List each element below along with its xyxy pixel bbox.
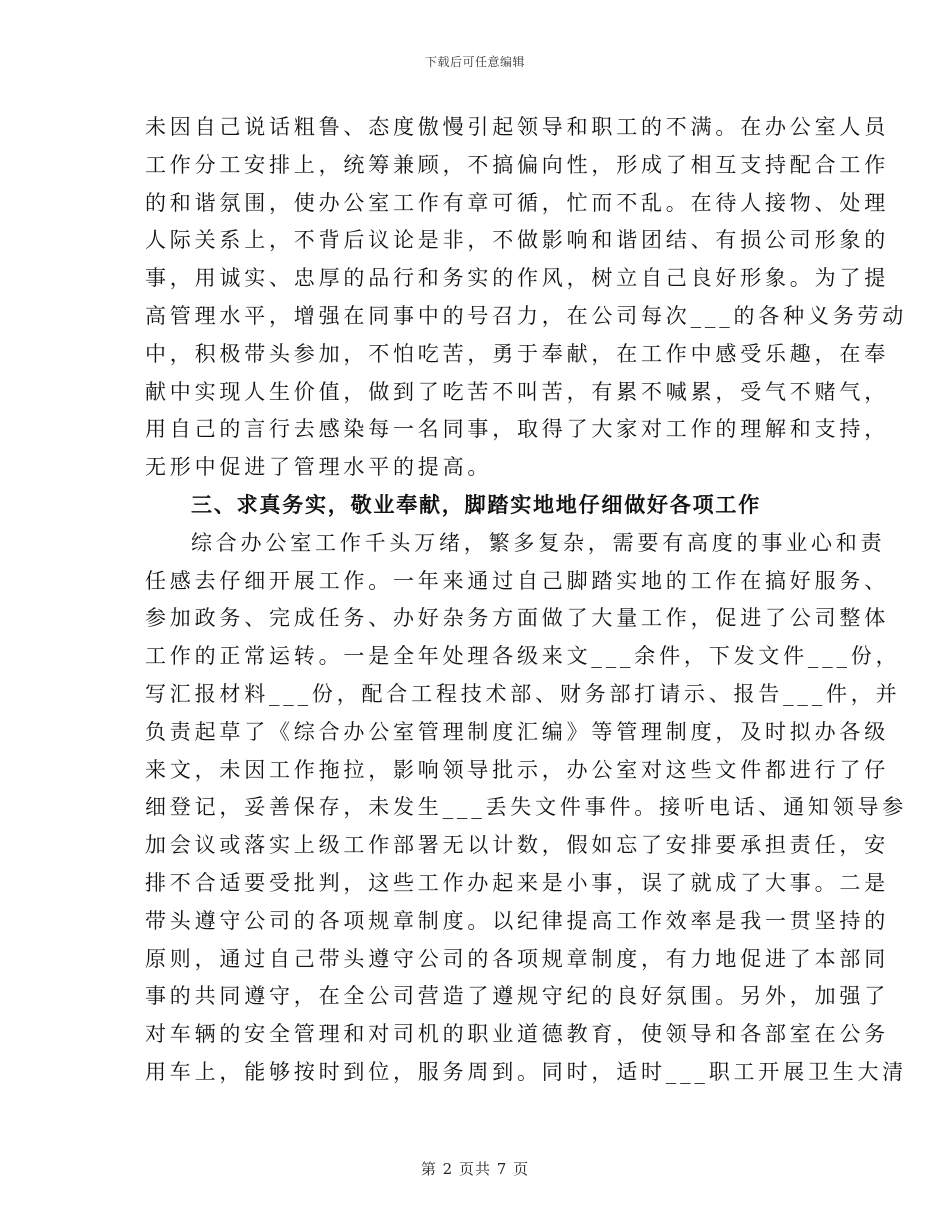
paragraph-line: 未因自己说话粗鲁、态度傲慢引起领导和职工的不满。在办公室人员	[145, 115, 889, 139]
paragraph-line: 写汇报材料___份，配合工程技术部、财务部打请示、报告___件，并	[145, 682, 901, 706]
paragraph-line: 负责起草了《综合办公室管理制度汇编》等管理制度，及时拟办各级	[145, 719, 889, 744]
paragraph-line: 任感去仔细开展工作。一年来通过自己脚踏实地的工作在搞好服务、	[145, 568, 889, 593]
paragraph-line: 高管理水平，增强在同事中的号召力，在公司每次___的各种义务劳动	[145, 304, 908, 328]
paragraph-line: 来文，未因工作拖拉，影响领导批示，办公室对这些文件都进行了仔	[145, 757, 889, 782]
paragraph-line: 人际关系上，不背后议论是非，不做影响和谐团结、有损公司形象的	[145, 228, 889, 253]
paragraph-line: 工作的正常运转。一是全年处理各级来文___余件，下发文件___份，	[145, 644, 901, 669]
paragraph-line: 加会议或落实上级工作部署无以计数，假如忘了安排要承担责任，安	[145, 833, 889, 858]
paragraph-line: 细登记，妥善保存，未发生___丢失文件事件。接听电话、通知领导参	[145, 795, 908, 820]
paragraph-line: 原则，通过自己带头遵守公司的各项规章制度，有力地促进了本部同	[145, 946, 889, 971]
paragraph-line: 事的共同遵守，在全公司营造了遵规守纪的良好氛围。另外，加强了	[145, 984, 889, 1009]
paragraph-line: 参加政务、完成任务、办好杂务方面做了大量工作，促进了公司整体	[145, 606, 889, 631]
paragraph-line: 的和谐氛围，使办公室工作有章可循，忙而不乱。在待人接物、处理	[145, 190, 889, 215]
page-header: 下载后可任意编辑	[424, 55, 525, 69]
paragraph-line: 用自己的言行去感染每一名同事，取得了大家对工作的理解和支持，	[145, 417, 889, 442]
paragraph-line: 中，积极带头参加，不怕吃苦，勇于奉献，在工作中感受乐趣，在奉	[145, 341, 889, 366]
paragraph-line: 对车辆的安全管理和对司机的职业道德教育，使领导和各部室在公务	[145, 1022, 889, 1047]
paragraph-line: 工作分工安排上，统筹兼顾，不搞偏向性，形成了相互支持配合工作	[145, 152, 889, 177]
paragraph-line: 排不合适要受批判，这些工作办起来是小事，误了就成了大事。二是	[145, 871, 889, 895]
paragraph-line: 综合办公室工作千头万绪，繁多复杂，需要有高度的事业心和责	[191, 530, 886, 555]
page-footer: 第 2 页共 7 页	[420, 1160, 530, 1178]
paragraph-line: 带头遵守公司的各项规章制度。以纪律提高工作效率是我一贯坚持的	[145, 908, 889, 933]
paragraph-line: 事，用诚实、忠厚的品行和务实的作风，树立自己良好形象。为了提	[145, 266, 889, 291]
paragraph-line: 无形中促进了管理水平的提高。	[145, 455, 493, 480]
paragraph-line: 献中实现人生价值，做到了吃苦不叫苦，有累不喊累，受气不赌气，	[145, 379, 889, 404]
paragraph-line: 用车上，能够按时到位，服务周到。同时，适时___职工开展卫生大清	[145, 1060, 908, 1084]
section-heading: 三、求真务实，敬业奉献，脚踏实地地仔细做好各项工作	[191, 493, 761, 517]
